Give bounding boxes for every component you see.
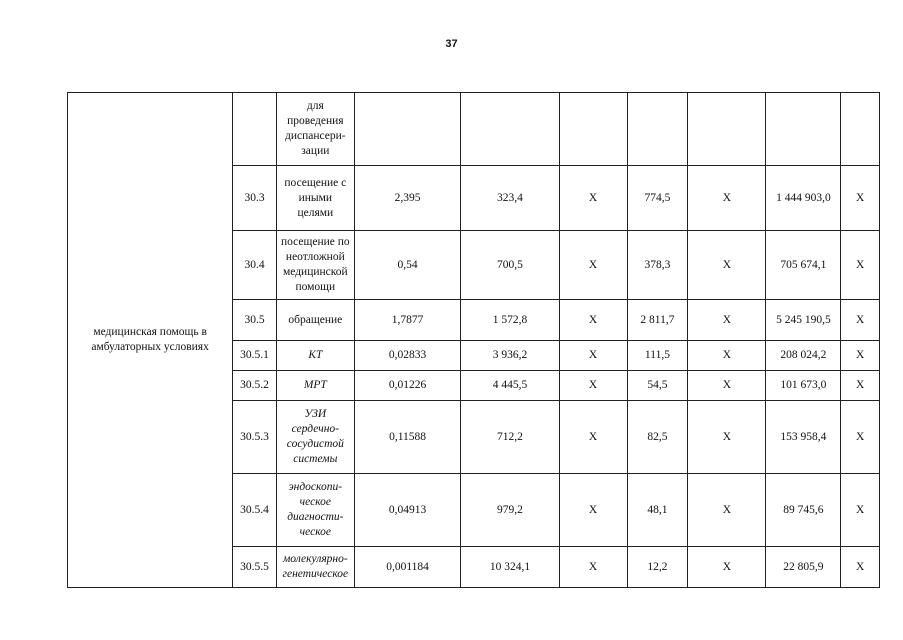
row-description: для проведения диспансери-зации xyxy=(276,93,354,166)
cell-value: X xyxy=(559,341,627,371)
row-code xyxy=(233,93,277,166)
cell-value: 2 811,7 xyxy=(627,300,688,341)
cell-value: 979,2 xyxy=(461,474,559,547)
row-code: 30.5.3 xyxy=(233,401,277,474)
row-description: посещение по неотложной медицинской помощи xyxy=(276,231,354,300)
row-description: молекулярно-генетическое xyxy=(276,547,354,588)
cell-value: 700,5 xyxy=(461,231,559,300)
cell-value: X xyxy=(559,371,627,401)
cell-value: 12,2 xyxy=(627,547,688,588)
cell-value: X xyxy=(841,341,880,371)
cell-value: 1 572,8 xyxy=(461,300,559,341)
cell-value: X xyxy=(688,401,766,474)
row-code: 30.4 xyxy=(233,231,277,300)
cell-value: 48,1 xyxy=(627,474,688,547)
cell-value xyxy=(688,93,766,166)
cell-value: X xyxy=(688,341,766,371)
cell-value: X xyxy=(559,231,627,300)
row-code: 30.5.5 xyxy=(233,547,277,588)
cell-value xyxy=(461,93,559,166)
cell-value: 2,395 xyxy=(354,166,460,231)
cell-value xyxy=(627,93,688,166)
group-label: медицинская помощь в амбулаторных условиях xyxy=(68,93,233,588)
cell-value: 82,5 xyxy=(627,401,688,474)
cell-value: X xyxy=(688,231,766,300)
cell-value: X xyxy=(841,166,880,231)
row-code: 30.5 xyxy=(233,300,277,341)
cell-value: 705 674,1 xyxy=(766,231,841,300)
cell-value: 378,3 xyxy=(627,231,688,300)
cell-value: 323,4 xyxy=(461,166,559,231)
cell-value: 1,7877 xyxy=(354,300,460,341)
cell-value: 208 024,2 xyxy=(766,341,841,371)
row-code: 30.5.1 xyxy=(233,341,277,371)
cell-value: 22 805,9 xyxy=(766,547,841,588)
cell-value: 774,5 xyxy=(627,166,688,231)
cell-value: X xyxy=(688,474,766,547)
cell-value: 0,11588 xyxy=(354,401,460,474)
cell-value: X xyxy=(841,231,880,300)
cell-value: 111,5 xyxy=(627,341,688,371)
cell-value xyxy=(559,93,627,166)
cell-value: X xyxy=(688,547,766,588)
table-row xyxy=(68,93,880,166)
cell-value: X xyxy=(841,474,880,547)
page-number: 37 xyxy=(445,38,458,50)
row-code: 30.5.2 xyxy=(233,371,277,401)
cell-value: 153 958,4 xyxy=(766,401,841,474)
cell-value xyxy=(354,93,460,166)
cell-value: X xyxy=(559,166,627,231)
row-description: эндоскопи-ческое диагности-ческое xyxy=(276,474,354,547)
cell-value xyxy=(841,93,880,166)
cell-value: 0,001184 xyxy=(354,547,460,588)
cell-value: 0,02833 xyxy=(354,341,460,371)
cell-value: X xyxy=(688,371,766,401)
row-description: МРТ xyxy=(276,371,354,401)
cell-value: X xyxy=(559,300,627,341)
tariff-table xyxy=(67,92,880,588)
cell-value: 10 324,1 xyxy=(461,547,559,588)
row-description: обращение xyxy=(276,300,354,341)
cell-value: 4 445,5 xyxy=(461,371,559,401)
cell-value: 0,04913 xyxy=(354,474,460,547)
row-code: 30.3 xyxy=(233,166,277,231)
row-code: 30.5.4 xyxy=(233,474,277,547)
cell-value: X xyxy=(841,300,880,341)
cell-value: 0,01226 xyxy=(354,371,460,401)
cell-value xyxy=(766,93,841,166)
cell-value: 101 673,0 xyxy=(766,371,841,401)
cell-value: 0,54 xyxy=(354,231,460,300)
cell-value: X xyxy=(688,166,766,231)
cell-value: 5 245 190,5 xyxy=(766,300,841,341)
cell-value: X xyxy=(841,371,880,401)
cell-value: 89 745,6 xyxy=(766,474,841,547)
cell-value: X xyxy=(841,401,880,474)
cell-value: 3 936,2 xyxy=(461,341,559,371)
cell-value: X xyxy=(559,547,627,588)
cell-value: X xyxy=(688,300,766,341)
cell-value: X xyxy=(841,547,880,588)
cell-value: 712,2 xyxy=(461,401,559,474)
row-description: УЗИ сердечно-сосудистой системы xyxy=(276,401,354,474)
row-description: КТ xyxy=(276,341,354,371)
cell-value: X xyxy=(559,401,627,474)
cell-value: X xyxy=(559,474,627,547)
row-description: посещение с иными целями xyxy=(276,166,354,231)
cell-value: 1 444 903,0 xyxy=(766,166,841,231)
cell-value: 54,5 xyxy=(627,371,688,401)
